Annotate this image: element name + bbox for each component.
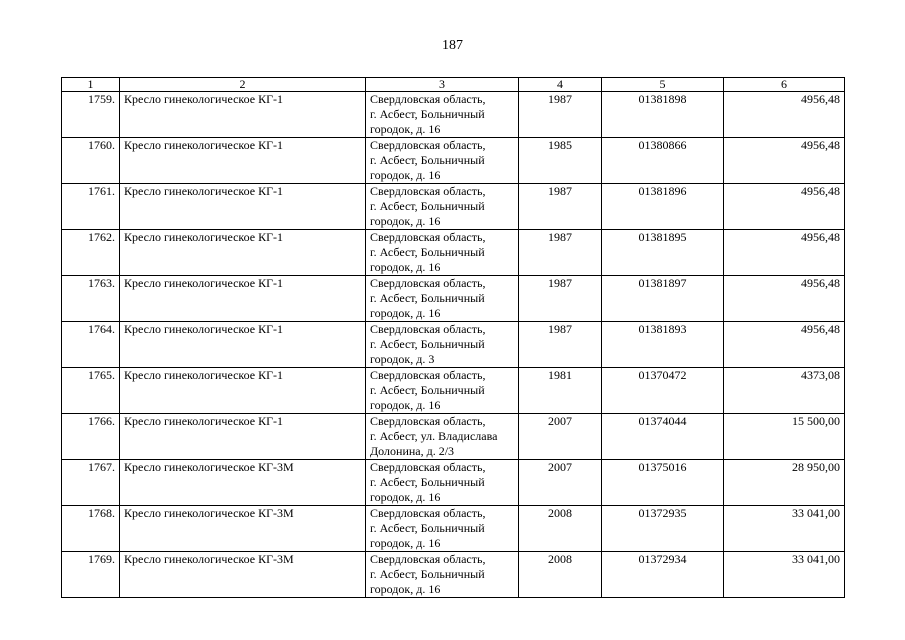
- address-line: г. Асбест, Больничный: [370, 107, 485, 121]
- item-year: 1987: [519, 92, 602, 138]
- address-line: городок, д. 16: [370, 490, 441, 504]
- address-line: городок, д. 16: [370, 214, 441, 228]
- inventory-number: 01374044: [602, 414, 724, 460]
- item-address: [366, 460, 519, 506]
- inventory-number: 01375016: [602, 460, 724, 506]
- item-year: 1987: [519, 322, 602, 368]
- address-line: городок, д. 16: [370, 536, 441, 550]
- item-name: Кресло гинекологическое КГ-1: [120, 138, 366, 184]
- address-line: городок, д. 3: [370, 352, 435, 366]
- address-line: городок, д. 16: [370, 122, 441, 136]
- row-number: 1764.: [62, 322, 120, 368]
- row-number: 1768.: [62, 506, 120, 552]
- item-name: Кресло гинекологическое КГ-3М: [120, 460, 366, 506]
- address-line: г. Асбест, Больничный: [370, 153, 485, 167]
- row-number: 1760.: [62, 138, 120, 184]
- address-line: Свердловская область,: [370, 276, 486, 290]
- column-header: 3: [366, 78, 519, 92]
- table-row: [62, 506, 845, 552]
- item-address: [366, 230, 519, 276]
- inventory-number: 01381897: [602, 276, 724, 322]
- item-cost: 4373,08: [724, 368, 845, 414]
- inventory-number: 01381896: [602, 184, 724, 230]
- item-cost: 4956,48: [724, 230, 845, 276]
- item-address: [366, 414, 519, 460]
- item-cost: 4956,48: [724, 92, 845, 138]
- row-number: 1761.: [62, 184, 120, 230]
- table-row: [62, 368, 845, 414]
- inventory-number: 01381893: [602, 322, 724, 368]
- item-year: 2007: [519, 460, 602, 506]
- address-line: Свердловская область,: [370, 460, 486, 474]
- inventory-number: 01372934: [602, 552, 724, 598]
- item-name: Кресло гинекологическое КГ-1: [120, 368, 366, 414]
- address-line: г. Асбест, Больничный: [370, 199, 485, 213]
- item-cost: 33 041,00: [724, 506, 845, 552]
- inventory-number: 01372935: [602, 506, 724, 552]
- inventory-number: 01381898: [602, 92, 724, 138]
- address-line: Свердловская область,: [370, 552, 486, 566]
- table-header: [62, 78, 845, 92]
- table-row: [62, 92, 845, 138]
- address-line: г. Асбест, Больничный: [370, 475, 485, 489]
- item-name: Кресло гинекологическое КГ-1: [120, 322, 366, 368]
- item-cost: 28 950,00: [724, 460, 845, 506]
- address-line: Свердловская область,: [370, 92, 486, 106]
- row-number: 1759.: [62, 92, 120, 138]
- item-address: [366, 506, 519, 552]
- item-name: Кресло гинекологическое КГ-1: [120, 92, 366, 138]
- inventory-number: 01381895: [602, 230, 724, 276]
- table-row: [62, 414, 845, 460]
- item-address: [366, 184, 519, 230]
- address-line: городок, д. 16: [370, 168, 441, 182]
- column-header: 5: [602, 78, 724, 92]
- address-line: городок, д. 16: [370, 260, 441, 274]
- item-name: Кресло гинекологическое КГ-3М: [120, 552, 366, 598]
- item-address: [366, 276, 519, 322]
- item-year: 2008: [519, 506, 602, 552]
- table-row: [62, 184, 845, 230]
- item-address: [366, 368, 519, 414]
- table-row: [62, 276, 845, 322]
- address-line: городок, д. 16: [370, 398, 441, 412]
- row-number: 1763.: [62, 276, 120, 322]
- item-cost: 15 500,00: [724, 414, 845, 460]
- column-header: 1: [62, 78, 120, 92]
- table-row: [62, 322, 845, 368]
- address-line: г. Асбест, Больничный: [370, 291, 485, 305]
- address-line: г. Асбест, Больничный: [370, 383, 485, 397]
- table-body: [62, 92, 845, 598]
- property-registry-table: [61, 77, 845, 598]
- item-year: 2008: [519, 552, 602, 598]
- table-row: [62, 460, 845, 506]
- item-cost: 4956,48: [724, 184, 845, 230]
- address-line: Свердловская область,: [370, 368, 486, 382]
- item-year: 1987: [519, 184, 602, 230]
- inventory-number: 01380866: [602, 138, 724, 184]
- row-number: 1762.: [62, 230, 120, 276]
- address-line: г. Асбест, Больничный: [370, 521, 485, 535]
- item-address: [366, 552, 519, 598]
- item-year: 1987: [519, 230, 602, 276]
- address-line: Свердловская область,: [370, 138, 486, 152]
- address-line: г. Асбест, Больничный: [370, 337, 485, 351]
- address-line: г. Асбест, Больничный: [370, 567, 485, 581]
- item-name: Кресло гинекологическое КГ-1: [120, 414, 366, 460]
- address-line: Свердловская область,: [370, 506, 486, 520]
- table-row: [62, 552, 845, 598]
- address-line: Свердловская область,: [370, 322, 486, 336]
- column-number-row: [62, 78, 845, 92]
- item-name: Кресло гинекологическое КГ-1: [120, 184, 366, 230]
- address-line: городок, д. 16: [370, 306, 441, 320]
- column-header: 6: [724, 78, 845, 92]
- item-year: 1987: [519, 276, 602, 322]
- address-line: Свердловская область,: [370, 414, 486, 428]
- item-year: 2007: [519, 414, 602, 460]
- page-number: 187: [442, 38, 463, 53]
- address-line: г. Асбест, ул. Владислава: [370, 429, 498, 443]
- row-number: 1767.: [62, 460, 120, 506]
- item-name: Кресло гинекологическое КГ-3М: [120, 506, 366, 552]
- item-address: [366, 138, 519, 184]
- item-cost: 33 041,00: [724, 552, 845, 598]
- item-year: 1985: [519, 138, 602, 184]
- row-number: 1769.: [62, 552, 120, 598]
- item-cost: 4956,48: [724, 138, 845, 184]
- address-line: Свердловская область,: [370, 230, 486, 244]
- row-number: 1765.: [62, 368, 120, 414]
- item-name: Кресло гинекологическое КГ-1: [120, 276, 366, 322]
- address-line: городок, д. 16: [370, 582, 441, 596]
- item-name: Кресло гинекологическое КГ-1: [120, 230, 366, 276]
- address-line: г. Асбест, Больничный: [370, 245, 485, 259]
- item-cost: 4956,48: [724, 276, 845, 322]
- address-line: Свердловская область,: [370, 184, 486, 198]
- item-address: [366, 322, 519, 368]
- item-address: [366, 92, 519, 138]
- address-line: Долонина, д. 2/3: [370, 444, 455, 458]
- item-year: 1981: [519, 368, 602, 414]
- item-cost: 4956,48: [724, 322, 845, 368]
- table-row: [62, 138, 845, 184]
- row-number: 1766.: [62, 414, 120, 460]
- inventory-number: 01370472: [602, 368, 724, 414]
- table-row: [62, 230, 845, 276]
- column-header: 2: [120, 78, 366, 92]
- column-header: 4: [519, 78, 602, 92]
